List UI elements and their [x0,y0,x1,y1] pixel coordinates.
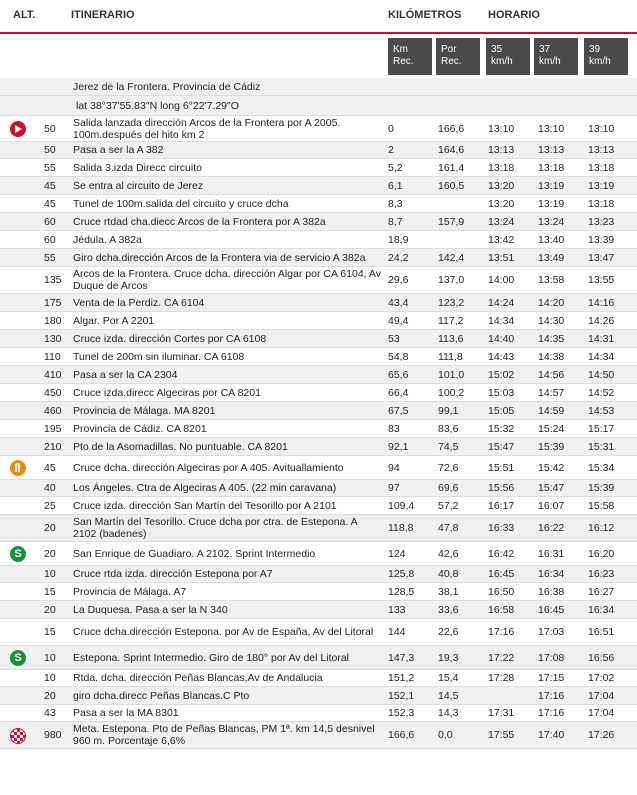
altitude: 60 [44,233,56,246]
time-37kmh: 13:19 [538,197,565,210]
time-35kmh: 16:17 [488,499,515,512]
itinerary-desc: Pto de la Asomadillas. No puntuable. CA 8201 [73,440,288,453]
km-recorridos: 43,4 [388,296,409,309]
time-37kmh: 14:57 [538,386,565,399]
time-39kmh: 17:04 [588,707,615,719]
itinerary-desc: Meta. Estepona. Pto de Peñas Blancas, PM 1ª. km 14,5 desnivel 960 m. Porcentaje 6,6% [73,723,375,747]
time-37kmh: 16:22 [538,522,565,534]
column-subheaders [0,38,637,78]
finish-flag-icon [10,728,26,744]
time-35kmh: 17:55 [488,729,515,741]
time-37kmh: 16:34 [538,568,565,580]
table-row [0,366,637,384]
km-por-recorrer: 14,5 [438,689,459,702]
altitude: 10 [44,568,56,580]
km-por-recorrer: 57,2 [438,499,459,512]
time-37kmh: 13:58 [538,274,565,286]
itinerary-desc: Giro dcha.dirección Arcos de la Frontera via de servicio A 382a [73,251,366,264]
km-recorridos: 125,8 [388,568,415,580]
itinerary-desc: Cruce izda.direcc Algeciras por CA 8201 [73,386,261,399]
km-recorridos: 66,4 [388,386,409,399]
altitude: 45 [44,197,56,210]
altitude: 25 [44,499,56,512]
time-39kmh: 15:31 [588,440,615,453]
km-por-recorrer: 42,6 [438,547,459,560]
table-row [0,722,637,749]
km-por-recorrer: 0,0 [438,729,453,741]
km-recorridos: 6,1 [388,179,403,192]
altitude: 55 [44,251,56,264]
table-row [0,566,637,583]
km-por-recorrer: 100,2 [438,386,465,399]
time-37kmh: 17:15 [538,672,565,684]
time-35kmh: 15:56 [488,482,515,494]
table-row [0,213,637,231]
table-row [0,177,637,195]
altitude: 175 [44,296,62,309]
subheader-km-rec: Km Rec. [388,38,432,75]
altitude: 15 [44,585,56,598]
itinerary-desc: Provincia de Málaga. MA 8201 [73,404,216,417]
time-39kmh: 14:50 [588,368,615,381]
km-por-recorrer: 157,9 [438,215,465,228]
time-37kmh: 15:47 [538,482,565,494]
km-por-recorrer: 74,5 [438,440,459,453]
intro-coordinates: lat 38°37'55.83"N long 6°22'7.29"O [76,99,239,112]
time-35kmh: 14:24 [488,296,515,309]
time-35kmh: 17:16 [488,626,515,638]
itinerary-desc: Venta de la Perdiz. CA 6104 [73,296,205,309]
table-row [0,330,637,348]
time-39kmh: 17:26 [588,729,615,741]
time-39kmh: 15:34 [588,461,615,474]
km-por-recorrer: 137,0 [438,274,465,286]
time-37kmh: 14:59 [538,404,565,417]
table-header [0,0,637,34]
km-por-recorrer: 47,8 [438,522,459,534]
km-recorridos: 166,6 [388,729,415,741]
table-row [0,402,637,420]
altitude: 130 [44,332,62,345]
km-recorridos: 49,4 [388,314,409,327]
time-35kmh: 14:00 [488,274,515,286]
time-39kmh: 16:34 [588,603,615,616]
table-row [0,348,637,366]
table-row [0,438,637,456]
itinerary-desc: Cruce dcha.dirección Estepona. por Av de España, Av del Litoral [73,626,374,638]
table-row [0,267,637,294]
time-39kmh: 17:02 [588,672,615,684]
itinerary-desc: Cruce izda. dirección Cortes por CA 6108 [73,332,267,345]
subheader-speed-37: 37 km/h [534,38,578,75]
altitude: 10 [44,672,56,684]
km-recorridos: 8,3 [388,197,403,210]
itinerary-desc: Cruce dcha. dirección Algeciras por A 405. Avituallamiento [73,461,344,474]
itinerary-desc: Cruce rtda izda. dirección Estepona por A7 [73,568,273,580]
time-35kmh: 13:20 [488,197,515,210]
table-row [0,312,637,330]
time-35kmh: 16:45 [488,568,515,580]
time-37kmh: 13:40 [538,233,565,246]
km-por-recorrer: 40,8 [438,568,459,580]
km-recorridos: 109,4 [388,499,415,512]
time-39kmh: 14:16 [588,296,615,309]
altitude: 180 [44,314,62,327]
itinerary-desc: Salida lanzada dirección Arcos de la Frontera por A 2005. 100m.después del hito km 2 [73,116,341,141]
time-35kmh: 16:33 [488,522,515,534]
km-recorridos: 67,5 [388,404,409,417]
km-recorridos: 94 [388,461,400,474]
time-37kmh: 16:07 [538,499,565,512]
km-recorridos: 8,7 [388,215,403,228]
km-por-recorrer: 142,4 [438,251,465,264]
km-recorridos: 97 [388,482,400,494]
header-kilometros: KILÓMETROS [388,9,462,21]
altitude: 55 [44,161,56,174]
altitude: 20 [44,547,56,560]
time-37kmh: 15:39 [538,440,565,453]
time-35kmh: 17:28 [488,672,515,684]
time-37kmh: 14:38 [538,350,565,363]
time-37kmh: 13:10 [538,122,565,135]
time-35kmh: 14:34 [488,314,515,327]
itinerary-desc: Salida 3.izda Direcc circuito [73,161,202,174]
km-recorridos: 5,2 [388,161,403,174]
time-37kmh: 16:38 [538,585,565,598]
km-por-recorrer: 38,1 [438,585,459,598]
km-por-recorrer: 117,2 [438,314,464,327]
altitude: 450 [44,386,62,399]
itinerary-desc: Pasa a ser la MA 8301 [73,707,179,719]
km-por-recorrer: 19,3 [438,651,459,664]
time-37kmh: 13:13 [538,144,565,156]
time-39kmh: 14:53 [588,404,615,417]
time-37kmh: 14:30 [538,314,565,327]
table-row [0,646,637,670]
itinerary-desc: La Duquesa. Pasa a ser la N 340 [73,603,228,616]
header-horario: HORARIO [488,9,540,21]
km-por-recorrer: 113,6 [438,332,464,345]
km-por-recorrer: 22,6 [438,626,459,638]
table-row [0,159,637,177]
km-por-recorrer: 69,6 [438,482,459,494]
time-39kmh: 14:26 [588,314,615,327]
km-por-recorrer: 83,6 [438,422,459,435]
altitude: 110 [44,350,61,363]
time-39kmh: 17:04 [588,689,615,702]
time-39kmh: 14:31 [588,332,615,345]
km-recorridos: 144 [388,626,406,638]
altitude: 20 [44,603,56,616]
table-row [0,583,637,601]
km-por-recorrer: 164,6 [438,144,465,156]
km-recorridos: 124 [388,547,406,560]
altitude: 45 [44,179,56,192]
altitude: 50 [44,144,56,156]
intro-row-coords [0,96,637,116]
time-35kmh: 16:42 [488,547,515,560]
time-35kmh: 13:18 [488,161,515,174]
time-35kmh: 13:13 [488,144,515,156]
table-row [0,497,637,515]
km-por-recorrer: 123,2 [438,296,465,309]
time-37kmh: 13:49 [538,251,565,264]
km-recorridos: 118,8 [388,522,414,534]
time-39kmh: 16:56 [588,651,615,664]
table-row [0,515,637,542]
table-row [0,542,637,566]
km-recorridos: 128,5 [388,585,415,598]
itinerary-desc: San Martín del Tesorillo. Cruce dcha por ctra. de Estepona. A 2102 (badenes) [73,516,358,540]
km-recorridos: 24,2 [388,251,409,264]
table-row [0,384,637,402]
altitude: 45 [44,461,56,474]
km-recorridos: 152,1 [388,689,415,702]
time-35kmh: 15:32 [488,422,515,435]
itinerary-table [0,116,637,749]
time-39kmh: 15:58 [588,499,615,512]
time-39kmh: 13:23 [588,215,615,228]
table-row [0,619,637,646]
sprint-icon: S [10,650,26,666]
altitude: 410 [44,368,62,381]
altitude: 50 [44,122,56,135]
itinerary-desc: Provincia de Málaga. A7 [73,585,187,598]
time-35kmh: 15:51 [488,461,515,474]
time-39kmh: 15:39 [588,482,615,494]
time-37kmh: 15:24 [538,422,565,435]
time-39kmh: 16:23 [588,568,615,580]
time-35kmh: 13:20 [488,179,515,192]
time-37kmh: 13:18 [538,161,565,174]
time-39kmh: 16:12 [588,522,615,534]
itinerary-desc: Cruce rtdad cha.diecc Arcos de la Frontera por A 382a [73,215,326,228]
time-35kmh: 15:02 [488,368,515,381]
time-39kmh: 16:51 [588,626,615,638]
time-35kmh: 17:31 [488,707,515,719]
table-row [0,142,637,159]
km-recorridos: 0 [388,122,394,135]
km-recorridos: 152,3 [388,707,415,719]
km-por-recorrer: 111,8 [438,350,463,363]
time-39kmh: 13:18 [588,197,615,210]
table-row [0,231,637,249]
subheader-speed-35: 35 km/h [486,38,530,75]
table-row [0,601,637,619]
table-row [0,480,637,497]
altitude: 20 [44,522,56,534]
km-recorridos: 54,8 [388,350,409,363]
subheader-por-rec: Por Rec. [436,38,480,75]
altitude: 135 [44,274,62,286]
time-37kmh: 13:19 [538,179,565,192]
km-recorridos: 18,9 [388,233,409,246]
table-row [0,420,637,438]
time-39kmh: 13:55 [588,274,615,286]
time-35kmh: 15:03 [488,386,515,399]
km-por-recorrer: 99,1 [438,404,459,417]
km-por-recorrer: 101,0 [438,368,465,381]
time-35kmh: 17:22 [488,651,515,664]
time-39kmh: 13:47 [588,251,615,264]
itinerary-desc: Provincia de Cádiz. CA 8201 [73,422,207,435]
altitude: 195 [44,422,62,435]
km-recorridos: 29,6 [388,274,409,286]
itinerary-desc: Se entra al circuito de Jerez [73,179,204,192]
altitude: 43 [44,707,56,719]
km-por-recorrer: 14,3 [438,707,459,719]
itinerary-desc: Los Ángeles. Ctra de Algeciras A 405. (22 min caravana) [73,482,337,494]
altitude: 15 [44,626,56,638]
altitude: 60 [44,215,56,228]
itinerary-desc: Cruce izda. dirección San Martín del Tesorillo por A 2101 [73,499,337,512]
itinerary-desc: San Enrique de Guadiaro. A 2102. Sprint Intermedio [73,547,316,560]
time-35kmh: 14:43 [488,350,515,363]
time-35kmh: 13:42 [488,233,515,246]
km-recorridos: 65,6 [388,368,409,381]
intro-row-city [0,78,637,96]
km-por-recorrer: 166,6 [438,122,465,135]
time-35kmh: 15:47 [488,440,515,453]
time-37kmh: 14:56 [538,368,565,381]
itinerary-desc: giro dcha.direcc Peñas Blancas.C Pto [73,689,250,702]
altitude: 40 [44,482,56,494]
km-por-recorrer: 161,4 [438,161,465,174]
altitude: 210 [44,440,62,453]
time-35kmh: 16:50 [488,585,515,598]
km-recorridos: 2 [388,144,394,156]
itinerary-desc: Arcos de la Frontera. Cruce dcha. dirección Algar por CA 6104, Av Duque de Arcos [73,268,381,292]
table-row [0,456,637,480]
time-39kmh: 15:17 [588,422,615,435]
itinerary-desc: Tunel de 100m.salida del circuito y cruce dcha [73,197,289,210]
intro-city: Jerez de la Frontera. Provincia de Cádiz [73,80,261,93]
altitude: 460 [44,404,62,417]
time-39kmh: 13:18 [588,161,615,174]
table-row [0,670,637,687]
km-por-recorrer: 15,4 [438,672,459,684]
km-recorridos: 53 [388,332,400,345]
time-35kmh: 15:05 [488,404,515,417]
time-37kmh: 17:03 [538,626,565,638]
km-por-recorrer: 160,5 [438,179,465,192]
km-recorridos: 133 [388,603,406,616]
time-37kmh: 15:42 [538,461,565,474]
time-37kmh: 14:20 [538,296,565,309]
header-alt: ALT. [13,9,36,21]
time-37kmh: 17:08 [538,651,565,664]
time-39kmh: 13:39 [588,233,615,246]
itinerary-desc: Estepona. Sprint Intermedio. Giro de 180° por Av del Litoral [73,651,349,664]
time-37kmh: 13:24 [538,215,565,228]
time-37kmh: 16:31 [538,547,565,560]
time-35kmh: 13:10 [488,122,515,135]
time-39kmh: 16:27 [588,585,615,598]
time-39kmh: 16:20 [588,547,615,560]
itinerary-desc: Jédula. A 382a [73,233,142,246]
km-por-recorrer: 72,6 [438,461,459,474]
km-recorridos: 147,3 [388,651,415,664]
time-35kmh: 14:40 [488,332,515,345]
itinerary-desc: Rtda. dcha. dirección Peñas Blancas,Av de Andalucia [73,672,323,684]
km-recorridos: 92,1 [388,440,409,453]
table-row [0,116,637,142]
time-39kmh: 13:10 [588,122,615,135]
time-39kmh: 14:52 [588,386,615,399]
itinerary-desc: Tunel de 200m sin iluminar. CA 6108 [73,350,245,363]
start-icon [10,121,26,137]
time-39kmh: 14:34 [588,350,615,363]
km-recorridos: 83 [388,422,400,435]
time-35kmh: 13:51 [488,251,515,264]
time-37kmh: 17:16 [538,707,565,719]
time-39kmh: 13:19 [588,179,615,192]
altitude: 10 [44,651,56,664]
subheader-speed-39: 39 km/h [584,38,628,75]
time-37kmh: 16:45 [538,603,565,616]
table-row [0,195,637,213]
itinerary-desc: Algar. Por A 2201 [73,314,155,327]
km-recorridos: 151,2 [388,672,415,684]
altitude: 980 [44,729,62,741]
feed-zone-icon [10,460,26,476]
time-35kmh: 13:24 [488,215,515,228]
time-37kmh: 17:16 [538,689,565,702]
km-por-recorrer: 33,6 [438,603,459,616]
time-35kmh: 16:58 [488,603,515,616]
table-row [0,249,637,267]
header-itinerario: ITINERARIO [71,9,135,21]
table-row [0,687,637,705]
table-row [0,705,637,722]
sprint-icon: S [10,546,26,562]
time-37kmh: 14:35 [538,332,565,345]
altitude: 20 [44,689,56,702]
table-row [0,294,637,312]
itinerary-desc: Pasa a ser la A 382 [73,144,164,156]
time-37kmh: 17:40 [538,729,565,741]
itinerary-desc: Pasa a ser la CA 2304 [73,368,178,381]
time-39kmh: 13:13 [588,144,615,156]
